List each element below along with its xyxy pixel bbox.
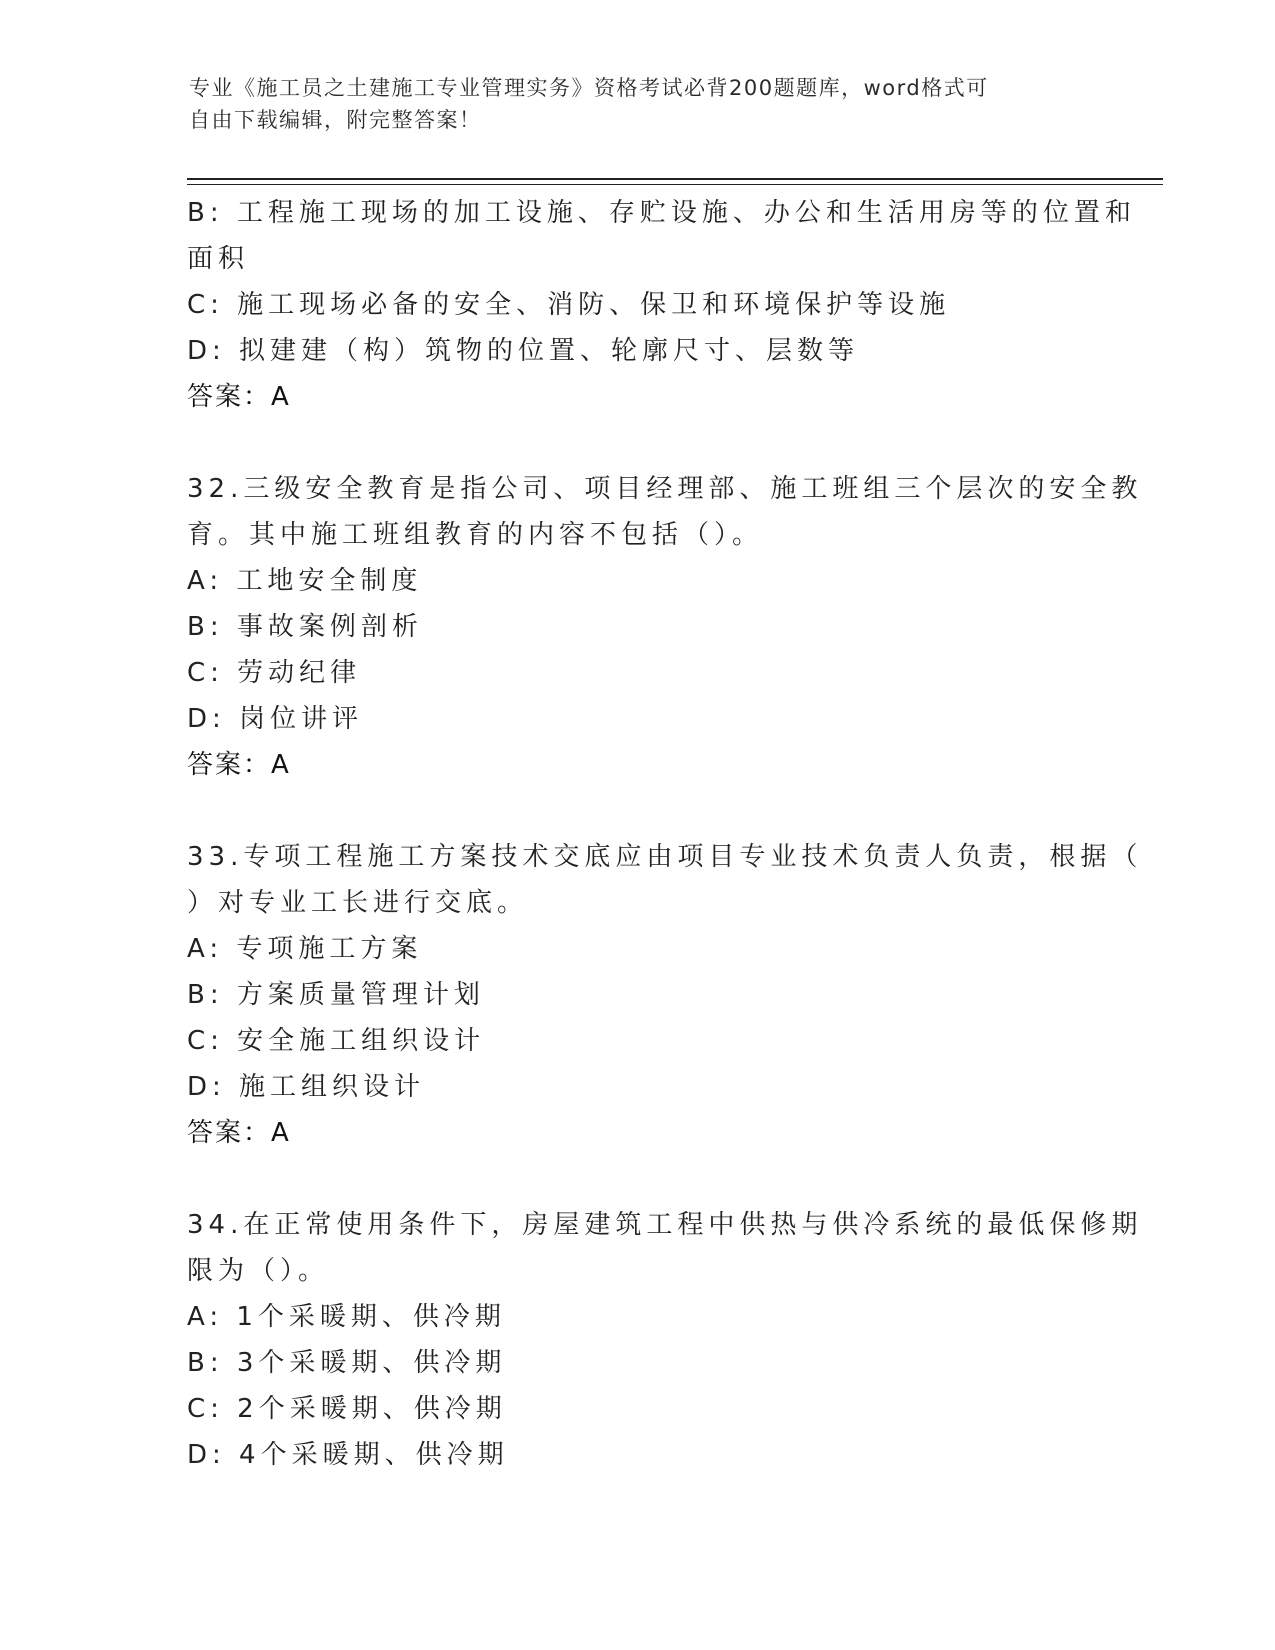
answer-label: 答案：A	[187, 1118, 291, 1148]
question-stem-continued: 限为（）。	[187, 1256, 330, 1286]
header-title-line-1: 专业《施工员之土建施工专业管理实务》资格考试必背200题题库，word格式可	[189, 76, 989, 100]
option-b-continued: 面积	[187, 244, 250, 274]
question-32	[187, 466, 1143, 788]
option-a: A: 1个采暖期、供冷期	[187, 1302, 506, 1332]
option-c: C: 安全施工组织设计	[187, 1026, 486, 1056]
option-a: A: 工地安全制度	[187, 566, 423, 596]
question-34	[187, 1202, 1143, 1478]
option-d: D: 4个采暖期、供冷期	[187, 1440, 509, 1470]
header-title-line-2: 自由下载编辑，附完整答案！	[189, 108, 482, 132]
option-d: D: 岗位讲评	[187, 704, 364, 734]
option-c: C: 劳动纪律	[187, 658, 362, 688]
option-a: A: 专项施工方案	[187, 934, 423, 964]
option-b: B: 3个采暖期、供冷期	[187, 1348, 507, 1378]
question-spacer	[187, 788, 1087, 834]
question-spacer	[187, 420, 1087, 466]
option-c: C: 2个采暖期、供冷期	[187, 1394, 507, 1424]
question-31-tail	[187, 190, 1136, 420]
option-d: D: 施工组织设计	[187, 1072, 426, 1102]
question-list	[187, 190, 1143, 1478]
option-d: D: 拟建建（构）筑物的位置、轮廓尺寸、层数等	[187, 336, 860, 366]
header-divider-thick	[187, 178, 1163, 180]
question-stem-continued: ）对专业工长进行交底。	[187, 888, 529, 918]
question-stem: 33.专项工程施工方案技术交底应由项目专业技术负责人负责，根据（	[187, 842, 1143, 872]
option-b: B: 工程施工现场的加工设施、存贮设施、办公和生活用房等的位置和	[187, 198, 1136, 228]
question-stem-continued: 育。其中施工班组教育的内容不包括（）。	[187, 520, 764, 550]
question-stem: 32.三级安全教育是指公司、项目经理部、施工班组三个层次的安全教	[187, 474, 1143, 504]
option-c: C: 施工现场必备的安全、消防、保卫和环境保护等设施	[187, 290, 951, 320]
question-stem: 34.在正常使用条件下，房屋建筑工程中供热与供冷系统的最低保修期	[187, 1210, 1143, 1240]
answer-label: 答案：A	[187, 382, 291, 412]
question-33	[187, 834, 1143, 1156]
question-spacer	[187, 1156, 1087, 1202]
document-header	[189, 72, 1089, 136]
option-b: B: 方案质量管理计划	[187, 980, 485, 1010]
header-divider-thin	[187, 184, 1163, 185]
answer-label: 答案：A	[187, 750, 291, 780]
option-b: B: 事故案例剖析	[187, 612, 423, 642]
